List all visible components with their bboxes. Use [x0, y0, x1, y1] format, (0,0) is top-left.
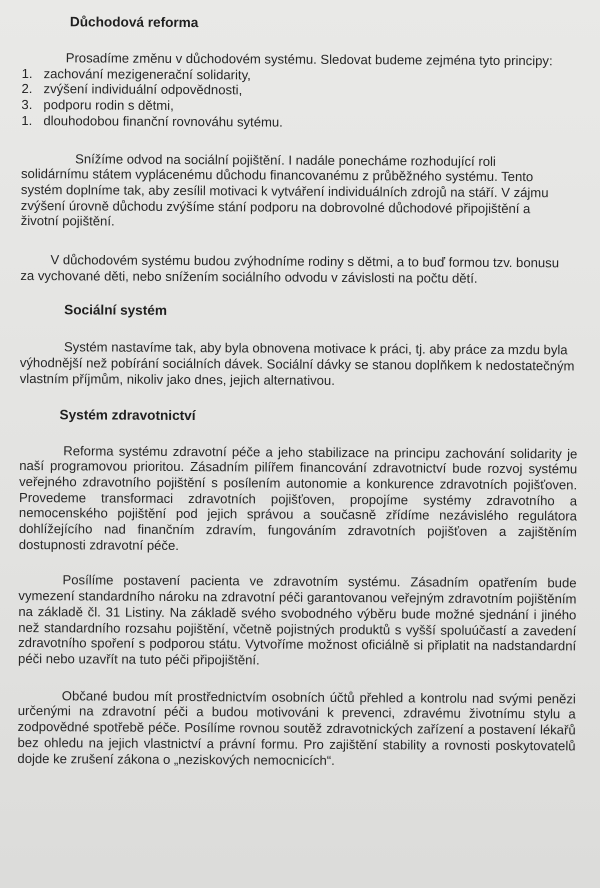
paragraph-pension-families: V důchodovém systému budou zvýhodníme rodiny s dětmi, a to buď formou tzv. bonusu za vychované děti, nebo snížením sociálního odvodu v závislosti na počtu dětí. [20, 252, 560, 286]
paragraph-pension-contributions: Snížíme odvod na sociální pojištění. I nadále ponecháme rozhodující roli solidárnímu státem vyplácenému důchodu financovanému z průběžného systému. Tento systém doplníme tak, aby zesílil motivaci k vytváření individuálních zdrojů na stáří. V zájmu zvýšení úrovně důchodu zvýšíme stání podporu na dobrovolné důchodové připojištění a životní pojištění. [20, 150, 549, 229]
paragraph-pension-intro: Prosadíme změnu v důchodovém systému. Sledovat budeme zejména tyto principy: [65, 50, 553, 69]
paragraph-healthcare-reform: Reforma systému zdravotní péče a jeho stabilizace na principu zachování solidarity je naší programovou prioritou. Zásadním pilířem financování zdravotnictví bude rozvoj systému veřejného zdravotního pojištění s posílením autonomie a konkurence zdravotních pojišťoven. Provedeme transformaci zdravotních pojišťoven, propojíme systémy zdravotního a nemocenského pojištění pod jejich správou a současně zřídíme nezávislého regulátora dohlížejícího nad finančním zdravím, fungováním zdravotních pojišťoven a zajištěním dostupnosti zdravotní péče. [18, 442, 578, 553]
list-item [21, 113, 579, 132]
list-item-text: zvýšení individuální odpovědnosti, [43, 81, 243, 98]
list-number: 1. [21, 65, 33, 81]
list-number: 1. [21, 112, 33, 128]
principles-list [21, 66, 579, 132]
paragraph-social-motivation: Systém nastavíme tak, aby byla obnovena motivace k práci, tj. aby práce za mzdu byla výhodnější než pobírání sociálních dávek. Sociální dávky se stanou doplňkem k nedostatečným vlastním příjmům, nikoliv jako dnes, jejich alternativou. [19, 339, 575, 388]
heading-pension-reform: Důchodová reforma [69, 14, 199, 31]
list-item-text: zachování mezigenerační solidarity, [43, 65, 251, 83]
heading-healthcare-system: Systém zdravotnictví [59, 406, 196, 423]
paragraph-patient-position: Posílíme postavení pacienta ve zdravotním systému. Zásadním opatřením bude vymezení standardního nároku na zdravotní péči garantovanou veřejným zdravotním pojištěním na základě čl. 31 Listiny. Na základě svého svobodného výběru bude možné sjednání i jiného než standardního rozsahu pojištění, včetně pojistných produktů s vyšší spoluúčastí a zavedení zdravotního spoření s podporou státu. Vytvoříme možnost oficiálně si připlatit na nadstandardní péči nebo uzavřít na tuto péči připojištění. [18, 572, 577, 668]
list-number: 2. [21, 81, 33, 97]
list-item-text: dlouhodobou finanční rovnováhu sytému. [43, 112, 283, 130]
list-number: 3. [21, 97, 33, 113]
heading-social-system: Sociální systém [64, 302, 168, 319]
list-item-text: podporu rodin s dětmi, [43, 97, 174, 114]
document-body [17, 14, 580, 770]
paragraph-personal-accounts: Občané budou mít prostřednictvím osobních účtů přehled a kontrolu nad svými penězi určenými na zdravotní péči a budou motivováni k prevenci, zdravému životnímu stylu a zodpovědné spotřebě péče. Posílíme rovnou soutěž zdravotnických zařízení a postavení lékařů bez ohledu na jejich vlastnictví a právní formu. Pro zajištění stability a rovnosti poskytovatelů dojde ke zrušení zákona o „neziskových nemocnicích“. [17, 687, 576, 768]
